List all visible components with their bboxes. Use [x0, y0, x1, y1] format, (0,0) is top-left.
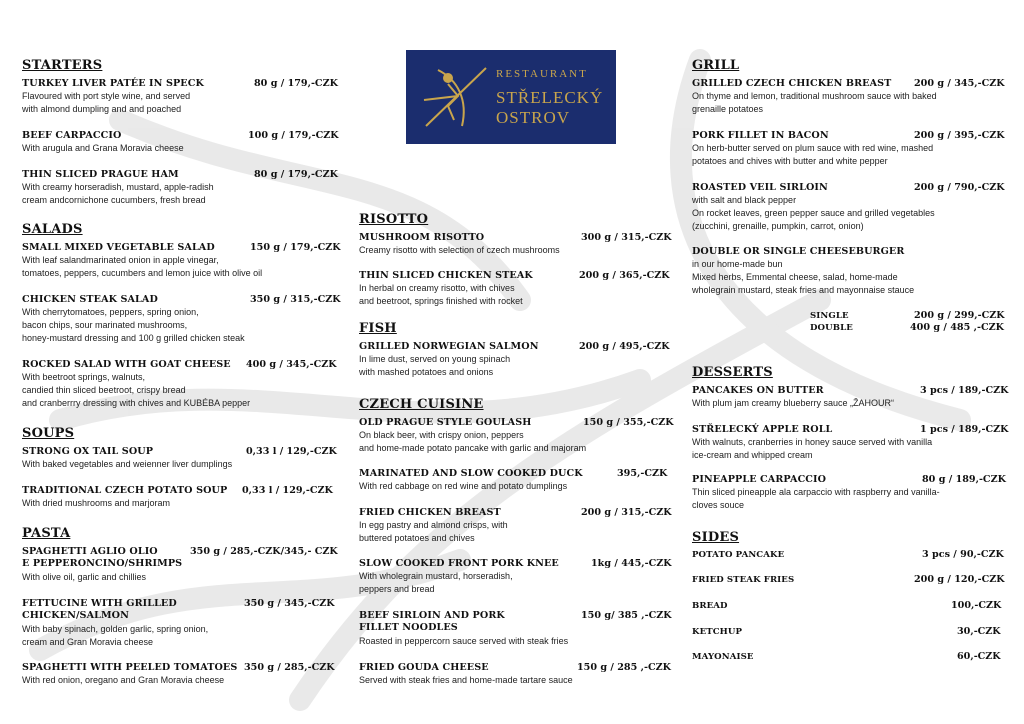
item-description: with mashed potatoes and onions [359, 367, 494, 377]
section-title-desserts: DESSERTS [692, 365, 773, 380]
item-name: GRILLED NORWEGIAN SALMON [359, 341, 539, 352]
item-description: tomatoes, peppers, cucumbers and lemon juice with olive oil [22, 268, 263, 278]
item-description: Roasted in peppercorn sauce served with steak fries [359, 636, 569, 646]
item-description: With wholegrain mustard, horseradish, [359, 571, 513, 581]
item-description: buttered potatoes and chives [359, 533, 475, 543]
item-name: FRIED STEAK FRIES [692, 575, 795, 585]
section-title-risotto: RISOTTO [359, 212, 429, 227]
item-price: 0,33 l / 129,-CZK [246, 446, 337, 457]
item-description: On thyme and lemon, traditional mushroom sauce with baked [692, 91, 937, 101]
item-description: With red onion, oregano and Gran Moravia cheese [22, 675, 225, 685]
item-name: SPAGHETTI AGLIO OLIO [22, 546, 158, 557]
item-price: 100,-CZK [951, 600, 1002, 611]
item-price: 350 g / 315,-CZK [250, 294, 341, 305]
item-price: 200 g / 790,-CZK [914, 182, 1005, 193]
restaurant-logo [406, 50, 616, 144]
variant-price: 200 g / 299,-CZK [914, 310, 1005, 321]
item-description: On black beer, with crispy onion, peppers [359, 430, 524, 440]
item-name: KETCHUP [692, 627, 743, 637]
item-description: potatoes and chives with butter and white pepper [692, 156, 888, 166]
item-name: SLOW COOKED FRONT PORK KNEE [359, 558, 559, 569]
item-description: Flavoured with port style wine, and served [22, 91, 191, 101]
item-description: and cranberrry dressing with chives and KUBÉBA pepper [22, 398, 251, 408]
item-description: Thin sliced pineapple ala carpaccio with raspberry and vanilla- [692, 487, 940, 497]
variant-label: DOUBLE [810, 323, 853, 333]
item-price: 100 g / 179,-CZK [248, 130, 339, 141]
item-name: POTATO PANCAKE [692, 550, 785, 560]
item-price: 3 pcs / 189,-CZK [920, 385, 1009, 396]
item-name: PANCAKES ON BUTTER [692, 385, 824, 396]
item-description: honey-mustard dressing and 100 g grilled chicken steak [22, 333, 245, 343]
item-description: With beetroot springs, walnuts, [22, 372, 146, 382]
item-description: candied thin sliced beetroot, crispy bread [22, 385, 186, 395]
item-price: 350 g / 285,-CZK [244, 662, 335, 673]
item-name: MUSHROOM RISOTTO [359, 232, 485, 243]
variant-price: 400 g / 485 ,-CZK [910, 322, 1004, 333]
section-title-grill: GRILL [692, 58, 740, 73]
item-price: 200 g / 345,-CZK [914, 78, 1005, 89]
item-price: 200 g / 395,-CZK [914, 130, 1005, 141]
item-description: cream and Gran Moravia cheese [22, 637, 154, 647]
item-price: 350 g / 345,-CZK [244, 598, 335, 609]
item-description: cream andcornichone cucumbers, fresh bread [22, 195, 206, 205]
item-description: With cherrytomatoes, peppers, spring onion, [22, 307, 199, 317]
item-price: 80 g / 179,-CZK [254, 169, 338, 180]
item-description: (zucchini, grenaille, pumpkin, carrot, onion) [692, 221, 864, 231]
item-name: FETTUCINE WITH GRILLED [22, 598, 177, 609]
item-description: with salt and black pepper [692, 195, 797, 205]
item-name: OLD PRAGUE STYLE GOULASH [359, 417, 532, 428]
item-description: grenaille potatoes [692, 104, 764, 114]
item-name: BEEF CARPACCIO [22, 130, 122, 141]
logo-line-3: OSTROV [496, 108, 571, 127]
item-description: and beetroot, springs finished with rocket [359, 296, 523, 306]
variant-label: SINGLE [810, 311, 849, 321]
item-name: FRIED GOUDA CHEESE [359, 662, 489, 673]
item-price: 0,33 l / 129,-CZK [242, 485, 333, 496]
item-description: On herb-butter served on plum sauce with red wine, mashed [692, 143, 934, 153]
item-description: cloves souce [692, 500, 745, 510]
section-title-pasta: PASTA [22, 526, 71, 541]
item-description: With leaf salandmarinated onion in apple vinegar, [22, 255, 219, 265]
item-description: bacon chips, sour marinated mushrooms, [22, 320, 188, 330]
item-description: Creamy risotto with selection of czech mushrooms [359, 245, 560, 255]
item-name: SPAGHETTI WITH PEELED TOMATOES [22, 662, 238, 673]
item-name-continued: E PEPPERONCINO/SHRIMPS [22, 558, 183, 569]
item-description: With olive oil, garlic and chillies [22, 572, 147, 582]
logo-line-1: RESTAURANT [496, 68, 588, 80]
item-name: PINEAPPLE CARPACCIO [692, 474, 827, 485]
section-title-czech-cuisine: CZECH CUISINE [359, 397, 484, 412]
item-price: 150 g / 179,-CZK [250, 242, 341, 253]
item-description: wholegrain mustard, steak fries and mayonnaise stauce [692, 285, 915, 295]
item-price: 80 g / 189,-CZK [922, 474, 1006, 485]
item-name: MARINATED AND SLOW COOKED DUCK [359, 468, 583, 479]
section-title-starters: STARTERS [22, 58, 103, 73]
item-description: With plum jam creamy blueberry sauce „ŽAHOUR“ [692, 398, 895, 408]
item-description: In herbal on creamy risotto, with chives [359, 283, 515, 293]
item-name: FRIED CHICKEN BREAST [359, 507, 501, 518]
item-name: SMALL MIXED VEGETABLE SALAD [22, 242, 215, 253]
item-name-continued: CHICKEN/SALMON [22, 610, 130, 621]
item-name-continued: FILLET NOODLES [359, 622, 458, 633]
section-title-sides: SIDES [692, 530, 740, 545]
item-name: BREAD [692, 601, 728, 611]
item-description: In lime dust, served on young spinach [359, 354, 511, 364]
item-name: STŘELECKÝ APPLE ROLL [692, 424, 833, 435]
item-description: ice-cream and whipped cream [692, 450, 813, 460]
item-name: MAYONAISE [692, 652, 754, 662]
item-description: With arugula and Grana Moravia cheese [22, 143, 184, 153]
item-price: 60,-CZK [957, 651, 1001, 662]
archer-icon [418, 60, 494, 134]
item-description: peppers and bread [359, 584, 435, 594]
item-price: 200 g / 495,-CZK [579, 341, 670, 352]
logo-line-2: STŘELECKÝ [496, 88, 604, 107]
item-name: THIN SLICED PRAGUE HAM [22, 169, 179, 180]
item-name: ROASTED VEIL SIRLOIN [692, 182, 828, 193]
item-price: 80 g / 179,-CZK [254, 78, 338, 89]
item-name: TRADITIONAL CZECH POTATO SOUP [22, 485, 228, 496]
item-description: With red cabbage on red wine and potato dumplings [359, 481, 568, 491]
item-price: 150 g / 285 ,-CZK [577, 662, 671, 673]
item-price: 200 g / 315,-CZK [581, 507, 672, 518]
item-price: 30,-CZK [957, 626, 1001, 637]
item-description: With baked vegetables and weienner liver dumplings [22, 459, 233, 469]
item-name: ROCKED SALAD WITH GOAT CHEESE [22, 359, 231, 370]
item-name: PORK FILLET IN BACON [692, 130, 829, 141]
item-description: With creamy horseradish, mustard, apple-radish [22, 182, 214, 192]
item-description: and home-made potato pancake with garlic and majoram [359, 443, 587, 453]
item-price: 400 g / 345,-CZK [246, 359, 337, 370]
item-price: 1kg / 445,-CZK [591, 558, 672, 569]
item-name: BEEF SIRLOIN AND PORK [359, 610, 505, 621]
item-description: Served with steak fries and home-made tartare sauce [359, 675, 573, 685]
item-description: On rocket leaves, green pepper sauce and grilled vegetables [692, 208, 935, 218]
item-description: with almond dumpling and and poached [22, 104, 182, 114]
section-title-fish: FISH [359, 321, 397, 336]
section-title-soups: SOUPS [22, 426, 75, 441]
item-price: 150 g/ 385 ,-CZK [581, 610, 672, 621]
item-price: 3 pcs / 90,-CZK [922, 549, 1004, 560]
item-name: STRONG OX TAIL SOUP [22, 446, 154, 457]
item-price: 150 g / 355,-CZK [583, 417, 674, 428]
item-price: 350 g / 285,-CZK/345,- CZK [190, 546, 338, 557]
item-name: TURKEY LIVER PATÉE IN SPECK [22, 78, 204, 89]
item-price: 300 g / 315,-CZK [581, 232, 672, 243]
item-price: 200 g / 120,-CZK [914, 574, 1005, 585]
item-description: With dried mushrooms and marjoram [22, 498, 171, 508]
item-description: in our home-made bun [692, 259, 783, 269]
item-description: With walnuts, cranberries in honey sauce served with vanilla [692, 437, 933, 447]
item-price: 200 g / 365,-CZK [579, 270, 670, 281]
item-description: Mixed herbs, Emmental cheese, salad, home-made [692, 272, 898, 282]
item-name: CHICKEN STEAK SALAD [22, 294, 158, 305]
item-price: 395,-CZK [617, 468, 668, 479]
section-title-salads: SALADS [22, 222, 83, 237]
item-name: DOUBLE OR SINGLE CHEESEBURGER [692, 246, 905, 257]
item-description: In egg pastry and almond crisps, with [359, 520, 508, 530]
item-description: With baby spinach, golden garlic, spring onion, [22, 624, 209, 634]
item-name: THIN SLICED CHICKEN STEAK [359, 270, 533, 281]
item-name: GRILLED CZECH CHICKEN BREAST [692, 78, 892, 89]
item-price: 1 pcs / 189,-CZK [920, 424, 1009, 435]
